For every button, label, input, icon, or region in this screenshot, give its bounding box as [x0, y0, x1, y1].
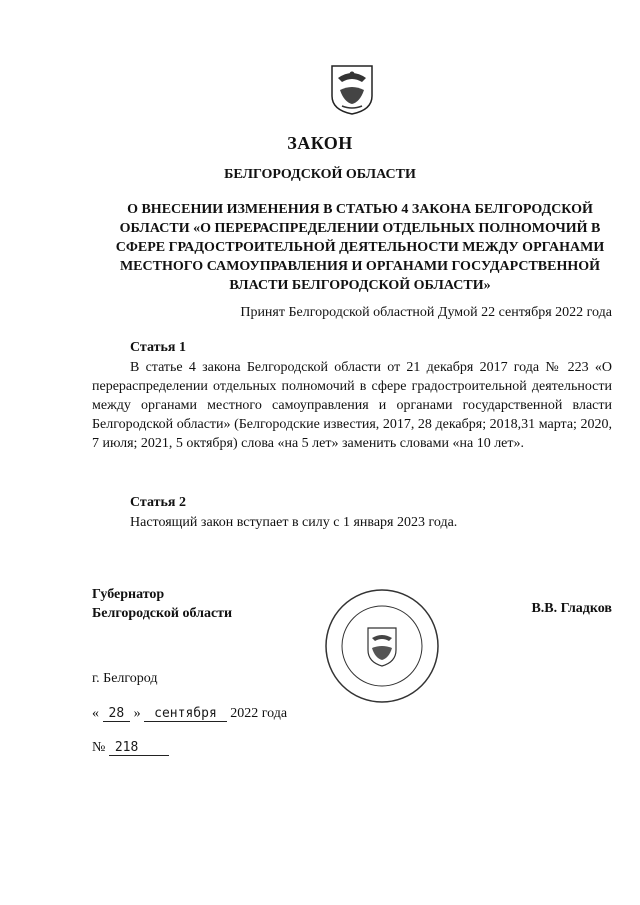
article-1-heading: Статья 1 [130, 340, 186, 355]
signatory-position-line2: Белгородской области [92, 606, 233, 621]
number-label: № [92, 740, 106, 755]
date-day: 28 [103, 706, 131, 722]
region-title: БЕЛГОРОДСКОЙ ОБЛАСТИ [224, 167, 416, 182]
date-open-quote: « [92, 706, 99, 721]
date-close-quote: » [133, 706, 141, 721]
article-2-text: Настоящий закон вступает в силу с 1 января 2023 года. [130, 515, 458, 530]
law-number [92, 740, 169, 756]
article-1-text: В статье 4 закона Белгородской области от 21 декабря 2017 года № 223 «О перераспределении отдельных полномочий в сфере градостроительной деятельности между органами местного самоуправления и органами государственной власти Белгородской области» (Белгородские известия, 2017, 28 декабря; 2018,31 марта; 2020, 7 июля; 2021, 5 октября) слова «на 5 лет» заменить словами «на 10 лет». [92, 360, 612, 451]
article-2-heading: Статья 2 [130, 495, 186, 510]
signatory-position [92, 585, 232, 623]
date-year: 2022 года [230, 706, 288, 721]
adoption-line: Принят Белгородской областной Думой 22 сентября 2022 года [240, 305, 612, 320]
law-subject: О ВНЕСЕНИИ ИЗМЕНЕНИЯ В СТАТЬЮ 4 ЗАКОНА БЕЛГОРОДСКОЙ ОБЛАСТИ «О ПЕРЕРАСПРЕДЕЛЕНИИ ОТДЕЛЬНЫХ ПОЛНОМОЧИЙ В СФЕРЕ ГРАДОСТРОИТЕЛЬНОЙ ДЕЯТЕЛЬНОСТИ МЕЖДУ ОРГАНАМИ МЕСТНОГО САМОУПРАВЛЕНИЯ И ОРГАНАМИ ГОСУДАРСТВЕННОЙ ВЛАСТИ БЕЛГОРОДСКОЙ ОБЛАСТИ» [115, 202, 605, 293]
date-month: сентября [144, 706, 227, 722]
signatory-name: В.В. Гладков [531, 601, 612, 616]
number-value: 218 [109, 740, 169, 756]
coat-of-arms-icon [330, 64, 374, 116]
city: г. Белгород [92, 671, 158, 686]
signatory-position-line1: Губернатор [92, 587, 165, 602]
signing-date [92, 706, 287, 722]
official-seal-icon [322, 586, 442, 706]
law-title: ЗАКОН [287, 133, 353, 153]
